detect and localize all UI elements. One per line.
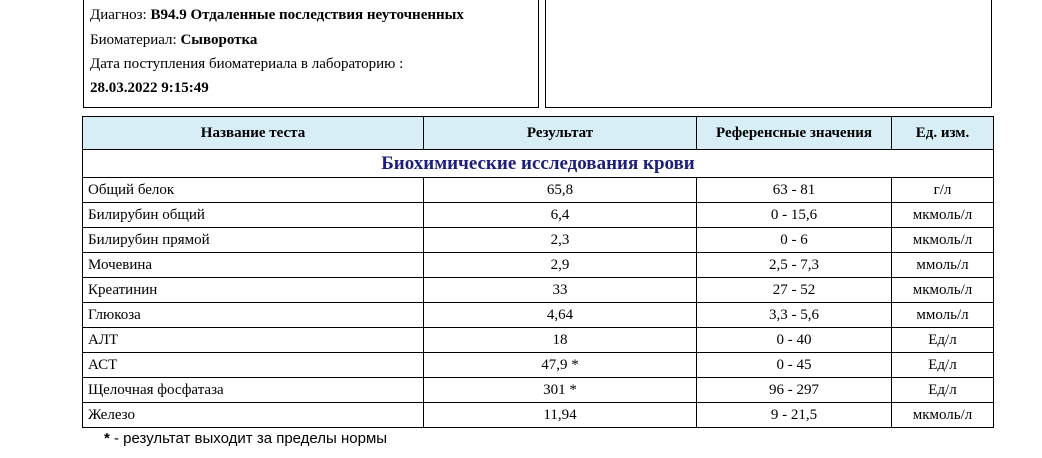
reference-cell: 0 - 6 [697,228,892,253]
test-name-cell: Щелочная фосфатаза [83,378,424,403]
table-row [83,203,994,228]
header-unit: Ед. изм. [892,117,994,150]
table-row [83,303,994,328]
unit-cell: Ед/л [892,353,994,378]
biomaterial-label: Биоматериал: [90,32,177,48]
result-cell: 33 [424,278,697,303]
test-name-cell: АЛТ [83,328,424,353]
table-row [83,328,994,353]
reference-cell: 0 - 15,6 [697,203,892,228]
header-reference: Референсные значения [697,117,892,150]
test-name-cell: Креатинин [83,278,424,303]
reference-cell: 27 - 52 [697,278,892,303]
unit-cell: мкмоль/л [892,278,994,303]
biomaterial-value: Сыворотка [180,32,258,48]
diagnosis-line [90,7,464,24]
footnote-text: - результат выходит за пределы нормы [109,430,388,447]
table-row [83,253,994,278]
result-cell: 47,9 * [424,353,697,378]
unit-cell: г/л [892,178,994,203]
test-name-cell: Билирубин прямой [83,228,424,253]
diagnosis-label: Диагноз: [90,7,147,23]
reference-cell: 0 - 40 [697,328,892,353]
result-cell: 4,64 [424,303,697,328]
reference-cell: 0 - 45 [697,353,892,378]
unit-cell: Ед/л [892,328,994,353]
patient-info-box [83,0,539,108]
reference-cell: 63 - 81 [697,178,892,203]
unit-cell: ммоль/л [892,303,994,328]
result-cell: 2,9 [424,253,697,278]
received-label: Дата поступления биоматериала в лабораторию : [90,56,404,72]
table-row [83,278,994,303]
table-row [83,228,994,253]
table-header-row [83,117,994,150]
test-name-cell: Глюкоза [83,303,424,328]
unit-cell: Ед/л [892,378,994,403]
header-result: Результат [424,117,697,150]
reference-cell: 9 - 21,5 [697,403,892,428]
test-name-cell: Мочевина [83,253,424,278]
diagnosis-value: В94.9 Отдаленные последствия неуточненных [150,7,464,23]
section-title: Биохимические исследования крови [83,150,994,178]
table-row [83,178,994,203]
footnote-star: * [104,430,110,447]
unit-cell: мкмоль/л [892,203,994,228]
test-name-cell: Общий белок [83,178,424,203]
results-table [82,116,994,428]
result-cell: 2,3 [424,228,697,253]
unit-cell: мкмоль/л [892,228,994,253]
unit-cell: ммоль/л [892,253,994,278]
biomaterial-line [90,32,257,49]
table-row [83,403,994,428]
result-cell: 6,4 [424,203,697,228]
received-value: 28.03.2022 9:15:49 [90,80,209,96]
empty-info-box [545,0,992,108]
result-cell: 301 * [424,378,697,403]
test-name-cell: Билирубин общий [83,203,424,228]
reference-cell: 96 - 297 [697,378,892,403]
result-cell: 11,94 [424,403,697,428]
section-row [83,150,994,178]
result-cell: 18 [424,328,697,353]
table-row [83,378,994,403]
header-test-name: Название теста [83,117,424,150]
test-name-cell: Железо [83,403,424,428]
footnote [104,430,387,447]
test-name-cell: АСТ [83,353,424,378]
reference-cell: 2,5 - 7,3 [697,253,892,278]
table-row [83,353,994,378]
reference-cell: 3,3 - 5,6 [697,303,892,328]
unit-cell: мкмоль/л [892,403,994,428]
result-cell: 65,8 [424,178,697,203]
